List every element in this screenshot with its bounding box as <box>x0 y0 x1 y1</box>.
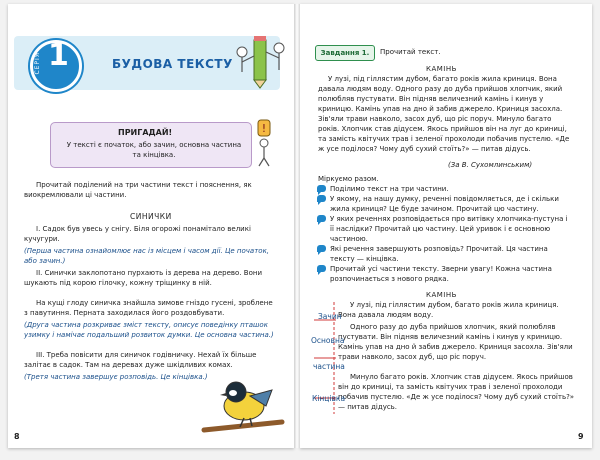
page-number-left: 8 <box>14 432 20 441</box>
label-beginning: Зачин <box>318 312 342 321</box>
question-item: Які речення завершують розповідь? Прочитай. Ця частина тексту — кінцівка. <box>330 244 572 264</box>
exclamation-figure-icon <box>246 118 280 168</box>
question-item: У яких реченнях розповідається про витівку хлопчика-пустуна і її наслідки? Прочитай цю частину. Цей уривок і є основною частиною. <box>330 214 572 244</box>
seria-label: СЕРІЯ <box>34 52 41 75</box>
svg-text:!: ! <box>261 122 267 135</box>
speech-bubble-icon <box>317 215 326 222</box>
story-title: КАМІНЬ <box>426 65 457 73</box>
story-author: (За В. Сухомлинським) <box>448 161 533 169</box>
story-part-3: Минуло багато років. Хлопчик став дідусем. Якось прийшов він до криниці, та замість квітучих трав і зеленої прохолоди побачив пустелю. «Де ж усе поділося? Чому дуб сухий стоїть?» — питав дідусь. <box>338 373 575 411</box>
task-badge: Завдання 1. <box>315 45 375 61</box>
question-item: Поділимо текст на три частини. <box>330 184 572 194</box>
note-2: (Друга частина розкриває зміст тексту, описує поведінку пташок узимку і намічає подальший розвиток думки. Це основна частина.) <box>24 321 274 339</box>
story-part-2: Одного разу до дуба прийшов хлопчик, який полюбляв пустувати. Він підняв величезний камінь і кинув у криницю. Камінь упав на дно й забив джерело. Криниця засохла. Зів'яли трави навколо, засох дуб, що ріс поруч. <box>338 323 573 361</box>
question-item: У якому, на нашу думку, реченні повідомляється, де і скільки жила криниця? Це буде зачином. Прочитай цю частину. <box>330 194 572 214</box>
paragraph-4: III. Треба повісити для синичок годівничку. Нехай їх більше залітає в садок. Там на деревах дуже шкідливих комах. <box>24 351 257 369</box>
text-title: СИНИЧКИ <box>130 212 172 221</box>
paragraph-2: II. Синички заклопотано пурхають із дерева на дерево. Вони шукають під корою гілочку, кожну тріщинку в ній. <box>24 269 262 287</box>
story-text: У лузі, під гіллястим дубом, багато років жила криниця. Вона давала людям воду. Одного разу до дуба прийшов хлопчик, який полюбляв пустувати. Він підняв величезний камінь і кинув у криницю. Камінь упав на дно й забив джерело. Криниця засохла. Зів'яли трави навколо, засох дуб, що ріс поруч. Минуло багато років. Хлопчик став дідусем. Якось прийшов він на луг до криниці, та замість квітучих трав і зеленої прохолоди побачив пустелю. «Де ж усе поділося? Чому дуб сухий стоїть?» — питав дідусь. <box>318 75 570 153</box>
speech-bubble-icon <box>317 265 326 272</box>
intro-text: Прочитай поділений на три частини текст і пояснення, як виокремлювали ці частини. <box>24 181 252 199</box>
book-spine <box>294 4 300 448</box>
banner-title: БУДОВА ТЕКСТУ <box>112 57 233 71</box>
label-main-2: частина <box>313 362 345 371</box>
speech-bubble-icon <box>317 245 326 252</box>
question-item: Прочитай усі частини тексту. Зверни увагу! Кожна частина розпочинається з нового рядка. <box>330 264 572 284</box>
paragraph-1: I. Садок був увесь у снігу. Біля огорожі понамітало великі кучугури. <box>24 225 251 243</box>
note-1: (Перша частина ознайомлює нас із місцем і часом дії. Це початок, або зачин.) <box>24 247 270 265</box>
label-ending: Кінцівка <box>312 394 346 403</box>
note-3: (Третя частина завершує розповідь. Це кінцівка.) <box>24 373 208 381</box>
story-part-1: У лузі, під гіллястим дубом, багато років жила криниця. Вона давала людям воду. <box>338 301 559 319</box>
pencil-illustration <box>232 30 290 90</box>
speech-bubble-icon <box>317 185 326 192</box>
paragraph-3: На кущі глоду синичка знайшла зимове гніздо гусені, зроблене з павутиння. Перната заходилася його роздовбувати. <box>24 299 273 317</box>
think-together-heading: Міркуємо разом. <box>318 175 379 183</box>
titmouse-bird-illustration <box>200 372 286 438</box>
seria-number: 1 <box>48 38 69 73</box>
remember-text: У тексті є початок, або зачин, основна частина та кінцівка. <box>66 141 242 159</box>
remember-title: ПРИГАДАЙ! <box>118 128 173 137</box>
page-number-right: 9 <box>578 432 584 441</box>
label-main-1: Основна <box>311 336 345 345</box>
speech-bubble-icon <box>317 195 326 202</box>
story-title-2: КАМІНЬ <box>426 291 457 299</box>
task-instruction: Прочитай текст. <box>380 48 441 56</box>
